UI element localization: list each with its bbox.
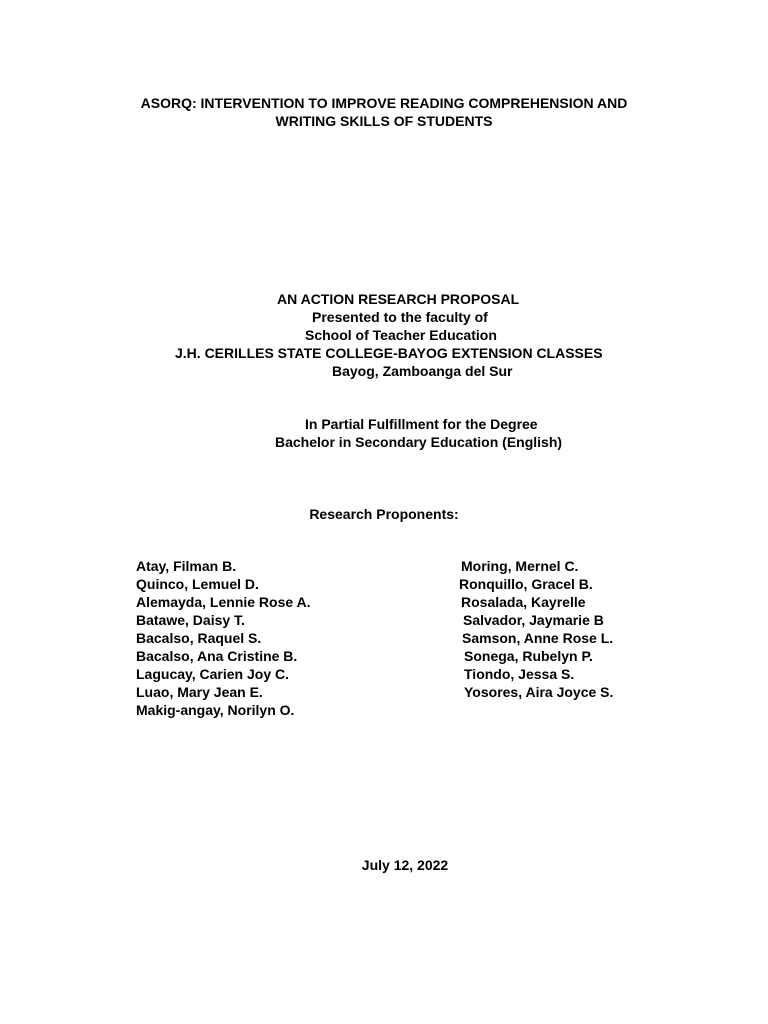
college-location: Bayog, Zamboanga del Sur bbox=[332, 363, 513, 379]
proponent-name: Lagucay, Carien Joy C. bbox=[136, 666, 290, 682]
proponents-heading: Research Proponents: bbox=[309, 506, 459, 522]
proposal-type: AN ACTION RESEARCH PROPOSAL bbox=[277, 291, 520, 307]
document-title bbox=[0, 94, 768, 130]
document-date: July 12, 2022 bbox=[361, 857, 449, 873]
proposal-block bbox=[0, 290, 768, 380]
proponents-list-right bbox=[458, 557, 613, 701]
proponent-name: Makig-angay, Norilyn O. bbox=[136, 702, 295, 718]
proponent-name: Alemayda, Lennie Rose A. bbox=[136, 594, 311, 610]
title-line-1: ASORQ: INTERVENTION TO IMPROVE READING COMPREHENSION AND bbox=[140, 95, 628, 111]
proponent-name: Luao, Mary Jean E. bbox=[136, 684, 263, 700]
proponents-list-left bbox=[136, 557, 311, 719]
proponent-name: Samson, Anne Rose L. bbox=[462, 630, 614, 646]
fulfillment-block bbox=[0, 415, 768, 451]
school-name: School of Teacher Education bbox=[305, 327, 497, 343]
proponent-name: Quinco, Lemuel D. bbox=[136, 576, 259, 592]
proponent-name: Ronquillo, Gracel B. bbox=[459, 576, 593, 592]
proponent-name: Batawe, Daisy T. bbox=[136, 612, 245, 628]
proponent-name: Moring, Mernel C. bbox=[461, 558, 579, 574]
proponent-name: Bacalso, Ana Cristine B. bbox=[136, 648, 298, 664]
proponent-name: Atay, Filman B. bbox=[136, 558, 237, 574]
degree-name: Bachelor in Secondary Education (English) bbox=[275, 434, 563, 450]
proponent-name: Salvador, Jaymarie B bbox=[463, 612, 604, 628]
title-line-2: WRITING SKILLS OF STUDENTS bbox=[275, 113, 493, 129]
proponent-name: Rosalada, Kayrelle bbox=[461, 594, 586, 610]
proponent-name: Sonega, Rubelyn P. bbox=[464, 648, 593, 664]
fulfillment-statement: In Partial Fulfillment for the Degree bbox=[305, 416, 538, 432]
proponent-name: Tiondo, Jessa S. bbox=[464, 666, 575, 682]
presented-to: Presented to the faculty of bbox=[312, 309, 488, 325]
proponent-name: Yosores, Aira Joyce S. bbox=[464, 684, 614, 700]
proponent-name: Bacalso, Raquel S. bbox=[136, 630, 262, 646]
college-name: J.H. CERILLES STATE COLLEGE-BAYOG EXTENSION CLASSES bbox=[175, 345, 603, 361]
